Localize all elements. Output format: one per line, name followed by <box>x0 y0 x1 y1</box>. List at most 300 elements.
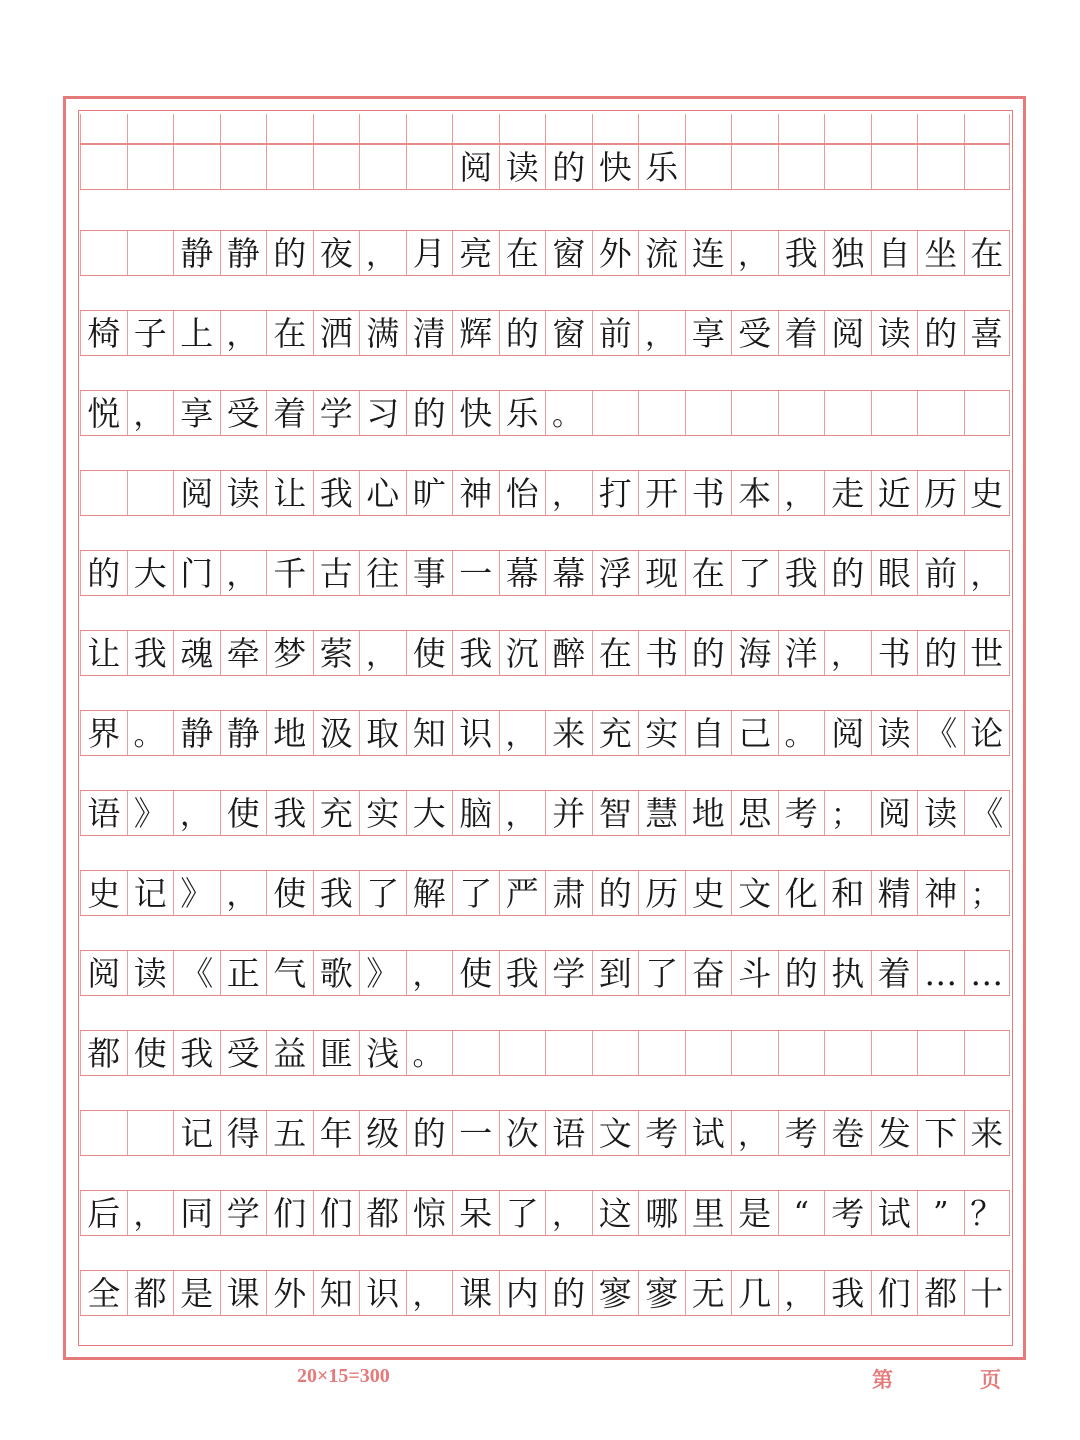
grid-cell: 世 <box>964 631 1011 675</box>
grid-cell: 同 <box>173 1191 220 1235</box>
grid-cell: 来 <box>964 1111 1011 1155</box>
grid-cell: 。 <box>778 711 825 755</box>
grid-cell <box>313 145 360 189</box>
grid-cell: 阅 <box>871 791 918 835</box>
grid-cell: 史 <box>685 871 732 915</box>
grid-cell: ， <box>545 471 592 515</box>
grid-cell: 现 <box>638 551 685 595</box>
grid-cell: 是 <box>731 1191 778 1235</box>
grid-cell: 《 <box>917 711 964 755</box>
grid-cell: 我 <box>266 791 313 835</box>
grid-count-label: 20×15=300 <box>297 1365 390 1387</box>
grid-cell: ， <box>173 791 220 835</box>
grid-cell <box>871 145 918 189</box>
grid-cell: 们 <box>313 1191 360 1235</box>
grid-cell: 思 <box>731 791 778 835</box>
grid-cell <box>266 145 313 189</box>
grid-cell: 到 <box>592 951 639 995</box>
grid-cell: 匪 <box>313 1031 360 1075</box>
grid-cell: 全 <box>80 1271 127 1315</box>
grid-cell: 都 <box>80 1031 127 1075</box>
grid-cell: 的 <box>917 311 964 355</box>
grid-cell: 次 <box>499 1111 546 1155</box>
grid-cell: 的 <box>545 145 592 189</box>
grid-cell: 受 <box>731 311 778 355</box>
grid-cell <box>127 471 174 515</box>
grid-cell: 浅 <box>359 1031 406 1075</box>
grid-cell: 了 <box>731 551 778 595</box>
grid-cell: 喜 <box>964 311 1011 355</box>
grid-cell: 的 <box>685 631 732 675</box>
grid-cell: ， <box>824 631 871 675</box>
grid-cell: 了 <box>359 871 406 915</box>
grid-cell: 我 <box>824 1271 871 1315</box>
grid-cell: 的 <box>824 551 871 595</box>
grid-cell: 学 <box>220 1191 267 1235</box>
grid-cell <box>80 471 127 515</box>
grid-cell: 受 <box>220 391 267 435</box>
grid-cell: 语 <box>80 791 127 835</box>
grid-cell: 都 <box>359 1191 406 1235</box>
grid-cell <box>824 145 871 189</box>
grid-cell <box>778 391 825 435</box>
grid-cell: 考 <box>778 1111 825 1155</box>
grid-cell: 子 <box>127 311 174 355</box>
grid-cell: 充 <box>313 791 360 835</box>
grid-cell <box>638 114 685 143</box>
grid-cell: 学 <box>313 391 360 435</box>
grid-cell: ； <box>964 871 1011 915</box>
grid-cell: 乐 <box>638 145 685 189</box>
grid-cell: 近 <box>871 471 918 515</box>
text-row <box>80 790 1010 836</box>
grid-cell: 牵 <box>220 631 267 675</box>
grid-cell <box>220 114 267 143</box>
grid-cell: ， <box>406 1271 453 1315</box>
grid-cell: 发 <box>871 1111 918 1155</box>
grid-cell: 读 <box>127 951 174 995</box>
grid-cell: … <box>917 951 964 995</box>
grid-cell: ， <box>545 1191 592 1235</box>
grid-cell: 海 <box>731 631 778 675</box>
grid-cell: 着 <box>266 391 313 435</box>
grid-cell: 和 <box>824 871 871 915</box>
grid-cell <box>80 1111 127 1155</box>
grid-cell: 地 <box>266 711 313 755</box>
grid-cell: ， <box>220 311 267 355</box>
grid-cell: ， <box>638 311 685 355</box>
grid-cell: ， <box>731 231 778 275</box>
grid-cell: 使 <box>406 631 453 675</box>
grid-cell <box>685 1031 732 1075</box>
grid-cell: 使 <box>452 951 499 995</box>
grid-cell: 历 <box>917 471 964 515</box>
grid-cell <box>685 145 732 189</box>
grid-cell: 阅 <box>452 145 499 189</box>
grid-cell: 肃 <box>545 871 592 915</box>
grid-cell: 静 <box>173 231 220 275</box>
grid-cell <box>499 1031 546 1075</box>
grid-cell: 益 <box>266 1031 313 1075</box>
grid-cell: 洒 <box>313 311 360 355</box>
grid-cell: 解 <box>406 871 453 915</box>
grid-cell: 语 <box>545 1111 592 1155</box>
grid-cell <box>731 114 778 143</box>
grid-cell <box>127 114 174 143</box>
grid-cell: 的 <box>545 1271 592 1315</box>
grid-cell: 满 <box>359 311 406 355</box>
grid-cell: ， <box>359 231 406 275</box>
grid-cell: 》 <box>359 951 406 995</box>
grid-cell: ， <box>778 1271 825 1315</box>
grid-cell: 的 <box>266 231 313 275</box>
grid-cell: 史 <box>80 871 127 915</box>
grid-cell: 》 <box>173 871 220 915</box>
grid-cell <box>778 114 825 143</box>
grid-cell <box>731 1031 778 1075</box>
grid-cell: 地 <box>685 791 732 835</box>
grid-cell <box>824 1031 871 1075</box>
grid-cell: 坐 <box>917 231 964 275</box>
grid-cell <box>545 1031 592 1075</box>
grid-cell: 我 <box>313 871 360 915</box>
text-row <box>80 1270 1010 1316</box>
grid-cell: 古 <box>313 551 360 595</box>
grid-cell: 沉 <box>499 631 546 675</box>
grid-cell: 前 <box>592 311 639 355</box>
grid-cell <box>917 1031 964 1075</box>
grid-cell <box>871 1031 918 1075</box>
grid-cell: 外 <box>592 231 639 275</box>
title-row <box>80 144 1010 190</box>
grid-cell <box>778 145 825 189</box>
grid-cell <box>638 391 685 435</box>
grid-cell: 在 <box>266 311 313 355</box>
grid-cell: 知 <box>313 1271 360 1315</box>
grid-cell: ， <box>406 951 453 995</box>
grid-cell: 。 <box>127 711 174 755</box>
text-row <box>80 470 1010 516</box>
grid-cell: 年 <box>313 1111 360 1155</box>
text-row <box>80 950 1010 996</box>
grid-cell: 清 <box>406 311 453 355</box>
grid-cell: 神 <box>452 471 499 515</box>
grid-cell: 慧 <box>638 791 685 835</box>
grid-cell <box>824 114 871 143</box>
page-label-prefix: 第 <box>872 1368 893 1392</box>
grid-cell: 一 <box>452 1111 499 1155</box>
grid-cell <box>638 1031 685 1075</box>
grid-cell: 记 <box>173 1111 220 1155</box>
grid-cell: 我 <box>127 631 174 675</box>
grid-cell <box>173 114 220 143</box>
grid-cell: 使 <box>266 871 313 915</box>
grid-cell: 文 <box>731 871 778 915</box>
grid-cell: 《 <box>173 951 220 995</box>
text-row <box>80 310 1010 356</box>
grid-cell: 史 <box>964 471 1011 515</box>
grid-cell: 读 <box>871 311 918 355</box>
grid-cell: 阅 <box>824 711 871 755</box>
grid-cell: 几 <box>731 1271 778 1315</box>
grid-cell: ， <box>127 1191 174 1235</box>
grid-cell: 这 <box>592 1191 639 1235</box>
grid-cell: 》 <box>127 791 174 835</box>
grid-cell: ， <box>731 1111 778 1155</box>
grid-cell: 来 <box>545 711 592 755</box>
grid-cell: … <box>964 951 1011 995</box>
grid-cell: 化 <box>778 871 825 915</box>
text-row <box>80 1110 1010 1156</box>
grid-cell: 辉 <box>452 311 499 355</box>
grid-cell: ； <box>824 791 871 835</box>
grid-cell: 考 <box>638 1111 685 1155</box>
grid-cell: 读 <box>220 471 267 515</box>
grid-cell <box>80 145 127 189</box>
grid-cell: 试 <box>871 1191 918 1235</box>
grid-cell: 醉 <box>545 631 592 675</box>
text-row <box>80 710 1010 756</box>
grid-cell: 哪 <box>638 1191 685 1235</box>
text-row <box>80 1030 1010 1076</box>
grid-cell: 打 <box>592 471 639 515</box>
grid-cell: ， <box>499 791 546 835</box>
grid-cell: 在 <box>592 631 639 675</box>
text-row <box>80 230 1010 276</box>
grid-cell: 们 <box>871 1271 918 1315</box>
grid-cell: 界 <box>80 711 127 755</box>
grid-cell <box>731 145 778 189</box>
grid-cell: 了 <box>638 951 685 995</box>
grid-cell: 夜 <box>313 231 360 275</box>
grid-cell: 的 <box>406 1111 453 1155</box>
grid-cell: 静 <box>220 231 267 275</box>
grid-cell: 开 <box>638 471 685 515</box>
grid-cell: ， <box>220 551 267 595</box>
grid-cell: ， <box>499 711 546 755</box>
grid-cell: 流 <box>638 231 685 275</box>
grid-cell: 十 <box>964 1271 1011 1315</box>
grid-cell: 使 <box>220 791 267 835</box>
grid-cell: 智 <box>592 791 639 835</box>
grid-cell: 让 <box>266 471 313 515</box>
grid-cell: 往 <box>359 551 406 595</box>
grid-cell: 呆 <box>452 1191 499 1235</box>
grid-cell <box>917 145 964 189</box>
grid-cell: 一 <box>452 551 499 595</box>
grid-cell: 是 <box>173 1271 220 1315</box>
grid-cell: ， <box>964 551 1011 595</box>
grid-cell: 事 <box>406 551 453 595</box>
grid-cell <box>499 114 546 143</box>
grid-cell: 卷 <box>824 1111 871 1155</box>
grid-cell: 我 <box>499 951 546 995</box>
grid-cell: 并 <box>545 791 592 835</box>
grid-cell: ， <box>127 391 174 435</box>
grid-cell: 在 <box>964 231 1011 275</box>
grid-cell <box>917 391 964 435</box>
grid-cell: 《 <box>964 791 1011 835</box>
grid-cell: 脑 <box>452 791 499 835</box>
text-row <box>80 390 1010 436</box>
grid-cell <box>266 114 313 143</box>
grid-cell: 窗 <box>545 231 592 275</box>
grid-cell <box>127 1111 174 1155</box>
grid-cell <box>871 114 918 143</box>
grid-cell: 的 <box>917 631 964 675</box>
grid-cell: 习 <box>359 391 406 435</box>
grid-cell: 洋 <box>778 631 825 675</box>
text-row <box>80 630 1010 676</box>
grid-cell: 读 <box>499 145 546 189</box>
text-row <box>80 550 1010 596</box>
grid-cell: 独 <box>824 231 871 275</box>
grid-cell: 五 <box>266 1111 313 1155</box>
grid-cell <box>452 114 499 143</box>
grid-cell: 悦 <box>80 391 127 435</box>
grid-cell: 神 <box>917 871 964 915</box>
grid-cell: 都 <box>127 1271 174 1315</box>
grid-cell: 在 <box>499 231 546 275</box>
grid-cell: 级 <box>359 1111 406 1155</box>
grid-cell <box>964 114 1011 143</box>
grid-cell: 享 <box>173 391 220 435</box>
grid-cell: 课 <box>452 1271 499 1315</box>
grid-cell: 考 <box>824 1191 871 1235</box>
grid-cell <box>406 145 453 189</box>
grid-cell <box>871 391 918 435</box>
grid-cell: 使 <box>127 1031 174 1075</box>
grid-cell <box>964 1031 1011 1075</box>
grid-cell: 快 <box>592 145 639 189</box>
grid-cell: 静 <box>173 711 220 755</box>
grid-cell: 充 <box>592 711 639 755</box>
grid-cell <box>592 114 639 143</box>
grid-cell: 我 <box>778 231 825 275</box>
grid-cell: 论 <box>964 711 1011 755</box>
grid-cell: 读 <box>917 791 964 835</box>
grid-cell: 连 <box>685 231 732 275</box>
grid-cell <box>452 1031 499 1075</box>
grid-cell: 大 <box>406 791 453 835</box>
grid-cell: 快 <box>452 391 499 435</box>
grid-cell <box>917 114 964 143</box>
grid-cell: 着 <box>778 311 825 355</box>
grid-cell: 歌 <box>313 951 360 995</box>
grid-cell <box>964 391 1011 435</box>
grid-cell: 无 <box>685 1271 732 1315</box>
grid-cell: 严 <box>499 871 546 915</box>
grid-cell: 正 <box>220 951 267 995</box>
grid-cell: “ <box>778 1191 825 1235</box>
grid-cell: 亮 <box>452 231 499 275</box>
grid-cell: 试 <box>685 1111 732 1155</box>
grid-cell: 书 <box>638 631 685 675</box>
grid-cell: 寥 <box>592 1271 639 1315</box>
grid-cell: 受 <box>220 1031 267 1075</box>
grid-cell: 本 <box>731 471 778 515</box>
grid-cell: 了 <box>499 1191 546 1235</box>
grid-cell: 幕 <box>545 551 592 595</box>
grid-cell: 阅 <box>173 471 220 515</box>
grid-cell: 梦 <box>266 631 313 675</box>
grid-cell: 阅 <box>824 311 871 355</box>
grid-cell <box>685 114 732 143</box>
grid-cell: 在 <box>685 551 732 595</box>
grid-cell: 内 <box>499 1271 546 1315</box>
grid-cell: 乐 <box>499 391 546 435</box>
grid-cell: 考 <box>778 791 825 835</box>
grid-cell: 怡 <box>499 471 546 515</box>
grid-cell: 上 <box>173 311 220 355</box>
grid-cell: 着 <box>871 951 918 995</box>
grid-cell <box>545 114 592 143</box>
grid-cell <box>592 1031 639 1075</box>
grid-cell: 千 <box>266 551 313 595</box>
grid-cell <box>313 114 360 143</box>
grid-cell: 下 <box>917 1111 964 1155</box>
grid-cell: 识 <box>452 711 499 755</box>
page-label-suffix: 页 <box>980 1368 1001 1392</box>
grid-cell: 浮 <box>592 551 639 595</box>
text-row <box>80 114 1010 144</box>
grid-cell: 旷 <box>406 471 453 515</box>
grid-cell: 椅 <box>80 311 127 355</box>
grid-cell: 的 <box>80 551 127 595</box>
grid-cell: 我 <box>313 471 360 515</box>
grid-cell: 心 <box>359 471 406 515</box>
grid-cell: 。 <box>406 1031 453 1075</box>
grid-cell: ？ <box>964 1191 1011 1235</box>
grid-cell: 记 <box>127 871 174 915</box>
grid-cell <box>80 231 127 275</box>
grid-cell: 实 <box>359 791 406 835</box>
grid-cell <box>406 114 453 143</box>
grid-cell: 前 <box>917 551 964 595</box>
grid-cell <box>359 114 406 143</box>
text-row <box>80 870 1010 916</box>
grid-cell: 静 <box>220 711 267 755</box>
grid-cell: 实 <box>638 711 685 755</box>
grid-cell: 让 <box>80 631 127 675</box>
grid-cell: 门 <box>173 551 220 595</box>
grid-cell: 我 <box>173 1031 220 1075</box>
grid-cell: 读 <box>871 711 918 755</box>
grid-cell: 书 <box>871 631 918 675</box>
grid-cell: 眼 <box>871 551 918 595</box>
grid-cell: 的 <box>406 391 453 435</box>
grid-cell <box>359 145 406 189</box>
grid-cell: 汲 <box>313 711 360 755</box>
grid-cell: 萦 <box>313 631 360 675</box>
grid-cell: 了 <box>452 871 499 915</box>
grid-cell: 里 <box>685 1191 732 1235</box>
grid-cell: 大 <box>127 551 174 595</box>
grid-cell: 。 <box>545 391 592 435</box>
grid-cell <box>173 145 220 189</box>
grid-cell: 斗 <box>731 951 778 995</box>
grid-cell: 书 <box>685 471 732 515</box>
grid-cell: 幕 <box>499 551 546 595</box>
grid-cell <box>220 145 267 189</box>
grid-cell <box>824 391 871 435</box>
grid-cell: 自 <box>871 231 918 275</box>
grid-cell: 精 <box>871 871 918 915</box>
grid-cell: 己 <box>731 711 778 755</box>
grid-cell <box>731 391 778 435</box>
grid-cell: 魂 <box>173 631 220 675</box>
grid-cell: 的 <box>592 871 639 915</box>
